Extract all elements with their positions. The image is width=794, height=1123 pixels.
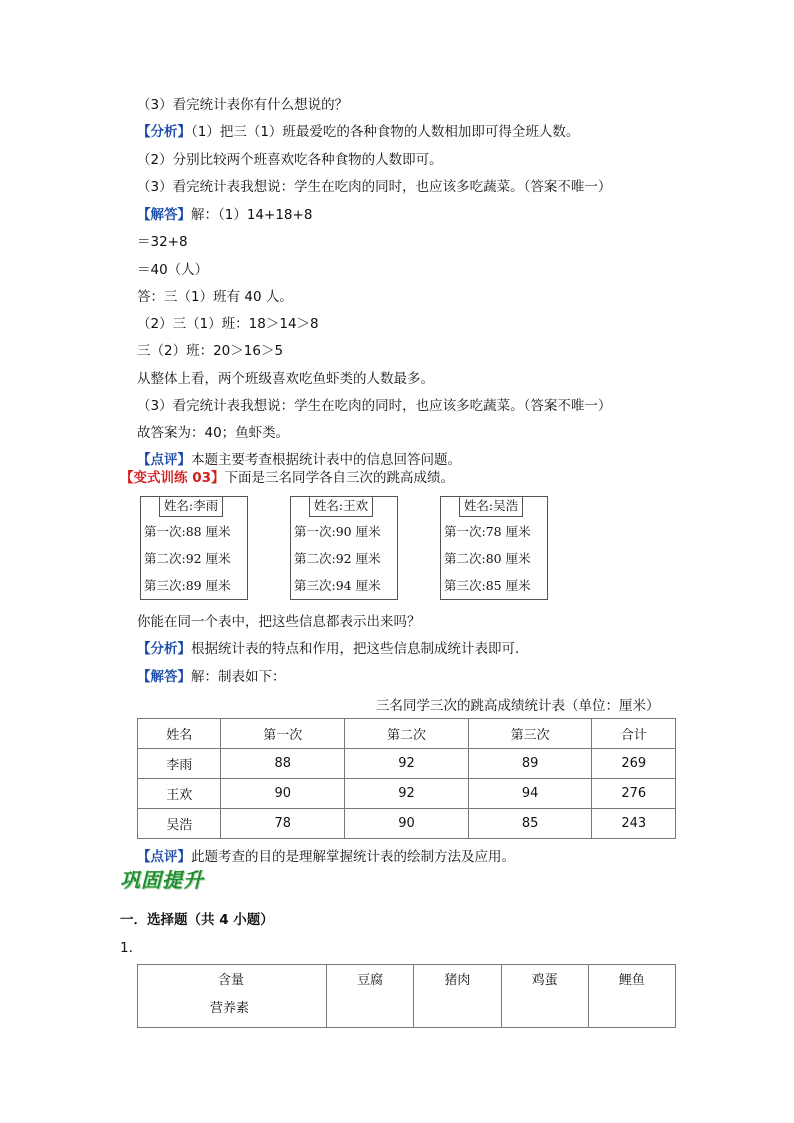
section-banner: 巩固提升 xyxy=(120,868,204,892)
analysis-text: （1）把三（1）班最爱吃的各种食物的人数相加即可得全班人数。 xyxy=(191,124,580,140)
analysis-tag: 【分析】 xyxy=(137,124,191,140)
cell: 78 xyxy=(221,809,345,839)
comment2-text: 此题考查的目的是理解掌握统计表的绘制方法及应用。 xyxy=(191,849,515,865)
card-row: 第一次:78 厘米 xyxy=(444,524,531,539)
cell: 85 xyxy=(468,809,592,839)
card-row: 第一次:90 厘米 xyxy=(294,524,381,539)
cell: 276 xyxy=(592,779,676,809)
comment-line xyxy=(137,451,461,469)
header-cell: 第一次 xyxy=(221,719,345,749)
card-row: 第三次:85 厘米 xyxy=(444,578,531,593)
nutrition-table xyxy=(137,964,676,1028)
header-cell: 豆腐 xyxy=(327,965,414,1028)
header-cell: 鲤鱼 xyxy=(588,965,675,1028)
cell: 243 xyxy=(592,809,676,839)
table-header-row xyxy=(138,965,676,1028)
answer2-line xyxy=(137,668,286,686)
header-cell: 姓名 xyxy=(138,719,221,749)
table-row xyxy=(138,779,676,809)
table-row xyxy=(138,749,676,779)
l8: 答：三（1）班有 40 人。 xyxy=(137,289,293,305)
cell: 89 xyxy=(468,749,592,779)
card-row: 第二次:92 厘米 xyxy=(144,551,231,566)
comment-tag: 【点评】 xyxy=(137,452,191,468)
l11: 从整体上看，两个班级喜欢吃鱼虾类的人数最多。 xyxy=(137,371,434,387)
header-cell: 第三次 xyxy=(468,719,592,749)
cell: 王欢 xyxy=(138,779,221,809)
analysis-line xyxy=(137,123,579,141)
cell: 李雨 xyxy=(138,749,221,779)
question-number: 1． xyxy=(120,940,143,956)
header-cell: 第二次 xyxy=(345,719,469,749)
answer-tag: 【解答】 xyxy=(137,207,191,223)
jump-score-table xyxy=(137,718,676,839)
table-row xyxy=(138,809,676,839)
analysis2-text: 根据统计表的特点和作用，把这些信息制成统计表即可． xyxy=(191,641,529,657)
header-cell: 猪肉 xyxy=(414,965,501,1028)
card-row: 第三次:94 厘米 xyxy=(294,578,381,593)
header-cell: 鸡蛋 xyxy=(501,965,588,1028)
cell: 94 xyxy=(468,779,592,809)
section-title: 一．选择题（共 4 小题） xyxy=(120,912,274,928)
score-card-3 xyxy=(440,496,548,600)
card-name: 姓名:王欢 xyxy=(309,496,373,517)
corner-top: 含量 xyxy=(218,973,245,988)
cell: 吴浩 xyxy=(138,809,221,839)
card-row: 第三次:89 厘米 xyxy=(144,578,231,593)
cell: 92 xyxy=(345,779,469,809)
cell: 90 xyxy=(345,809,469,839)
answer2-text: 解：制表如下： xyxy=(191,669,286,685)
cell: 269 xyxy=(592,749,676,779)
l7: ＝40（人） xyxy=(137,262,209,278)
variant-line xyxy=(120,469,454,487)
comment2-tag: 【点评】 xyxy=(137,849,191,865)
score-card-1 xyxy=(140,496,248,600)
l1: （3）看完统计表你有什么想说的？ xyxy=(137,97,349,113)
l4: （3）看完统计表我想说：学生在吃肉的同时，也应该多吃蔬菜。（答案不唯一） xyxy=(137,179,612,195)
cell: 90 xyxy=(221,779,345,809)
analysis2-line xyxy=(137,640,529,658)
answer2-tag: 【解答】 xyxy=(137,669,191,685)
card-row: 第二次:80 厘米 xyxy=(444,551,531,566)
table-caption: 三名同学三次的跳高成绩统计表（单位：厘米） xyxy=(376,698,660,714)
l6: ＝32+8 xyxy=(137,234,188,250)
variant-tag: 【变式训练 03】 xyxy=(120,470,225,486)
table-header-row xyxy=(138,719,676,749)
comment-text: 本题主要考查根据统计表中的信息回答问题。 xyxy=(191,452,461,468)
answer-text: 解：（1）14+18+8 xyxy=(191,207,313,223)
cell: 88 xyxy=(221,749,345,779)
header-cell: 合计 xyxy=(592,719,676,749)
answer-line xyxy=(137,206,312,224)
card-name: 姓名:李雨 xyxy=(159,496,223,517)
question: 你能在同一个表中，把这些信息都表示出来吗？ xyxy=(137,614,421,630)
corner-bottom: 营养素 xyxy=(210,1001,250,1016)
card-row: 第二次:92 厘米 xyxy=(294,551,381,566)
corner-cell xyxy=(138,965,327,1028)
l9: （2）三（1）班：18＞14＞8 xyxy=(137,316,319,332)
card-row: 第一次:88 厘米 xyxy=(144,524,231,539)
analysis2-tag: 【分析】 xyxy=(137,641,191,657)
l10: 三（2）班：20＞16＞5 xyxy=(137,343,284,359)
l3: （2）分别比较两个班喜欢吃各种食物的人数即可。 xyxy=(137,152,443,168)
variant-text: 下面是三名同学各自三次的跳高成绩。 xyxy=(224,470,454,486)
card-name: 姓名:吴浩 xyxy=(459,496,523,517)
cell: 92 xyxy=(345,749,469,779)
l13: 故答案为：40；鱼虾类。 xyxy=(137,425,290,441)
l12: （3）看完统计表我想说：学生在吃肉的同时，也应该多吃蔬菜。（答案不唯一） xyxy=(137,398,612,414)
score-card-2 xyxy=(290,496,398,600)
